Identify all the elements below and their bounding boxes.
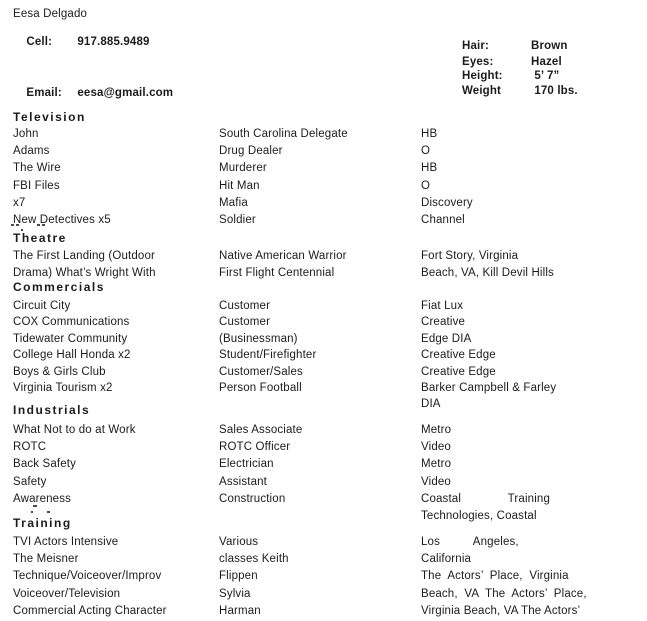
cell-phone-row: [13, 21, 150, 63]
stat-hair: [462, 39, 568, 53]
project-title: The Wire: [13, 162, 61, 175]
commercials-row-1: [0, 299, 647, 316]
role: Flippen: [219, 570, 258, 583]
stat-label: Weight: [462, 85, 502, 97]
industrials-row-4: [0, 475, 647, 492]
role: Harman: [219, 604, 261, 617]
television-row-4: [0, 179, 647, 196]
role: Murderer: [219, 162, 267, 175]
role: Customer: [219, 300, 271, 312]
role: Hit Man: [219, 179, 260, 192]
role: Sales Associate: [219, 424, 303, 436]
cell-value: 917.885.9489: [77, 36, 150, 48]
role: Customer/Sales: [219, 365, 303, 378]
television-row-1: [0, 127, 647, 144]
company-location: Fort Story, Virginia: [421, 250, 519, 262]
project-title: The Meisner: [13, 553, 79, 566]
project-title: Virginia Tourism x2: [13, 382, 113, 394]
section-heading-commercials: Commercials: [13, 280, 113, 295]
company-location: Beach, VA The Actors’ Place,: [421, 587, 587, 600]
project-title: Boys & Girls Club: [13, 365, 106, 378]
company-location: Coastal Training: [421, 492, 550, 505]
stat-value: 5’ 7”: [531, 70, 560, 82]
project-title: Voiceover/Television: [13, 587, 121, 600]
television-row-6: [0, 213, 647, 230]
email-value: eesa@gmail.com: [77, 87, 174, 99]
role: Student/Firefighter: [219, 349, 317, 362]
commercials-row-3: [0, 332, 647, 349]
television-row-3: [0, 161, 647, 178]
commercials-row-6: [0, 381, 647, 398]
theatre-row-1: [0, 249, 647, 266]
industrials-row-2: [0, 440, 647, 457]
role: Mafia: [219, 196, 248, 209]
project-title: COX Communications: [13, 316, 130, 329]
project-title: Safety: [13, 475, 47, 488]
industrials-row-6: [0, 509, 647, 522]
company-location: O: [421, 179, 431, 192]
project-title: TVI Actors Intensive: [13, 536, 119, 548]
role: First Flight Centennial: [219, 267, 335, 280]
project-title: What Not to do at Work: [13, 424, 136, 436]
company-location: Creative Edge: [421, 349, 496, 362]
stat-weight: [462, 84, 578, 98]
training-row-5: [0, 604, 647, 621]
commercials-row-4: [0, 348, 647, 365]
company-location: Beach, VA, Kill Devil Hills: [421, 267, 554, 280]
project-title: New Detectives x5: [13, 214, 111, 226]
company-location: Fiat Lux: [421, 300, 464, 312]
stat-label: Hair:: [462, 40, 489, 52]
company-location: Video: [421, 475, 451, 488]
person-name: Eesa Delgado: [13, 8, 88, 20]
section-heading-training: Training: [13, 516, 80, 531]
training-row-4: [0, 587, 647, 604]
company-location: Discovery: [421, 196, 473, 209]
role: ROTC Officer: [219, 441, 291, 454]
stat-height: [462, 69, 559, 83]
role: classes Keith: [219, 553, 289, 566]
project-title: Tidewater Community: [13, 332, 128, 345]
company-location: Los Angeles,: [421, 536, 519, 548]
company-location: DIA: [421, 398, 441, 411]
role: Various: [219, 536, 259, 548]
email-row: [13, 72, 173, 114]
project-title: Drama) What’s Wright With: [13, 267, 156, 280]
company-location: Virginia Beach, VA The Actors’: [421, 604, 581, 617]
cell-label: Cell:: [26, 36, 53, 48]
project-title: x7: [13, 196, 26, 209]
section-heading-industrials: Industrials: [13, 403, 98, 418]
industrials-row-3: [0, 457, 647, 474]
role: South Carolina Delegate: [219, 128, 348, 140]
role: Construction: [219, 492, 286, 505]
commercials-row-5: [0, 365, 647, 382]
training-row-2: [0, 552, 647, 569]
role: Electrician: [219, 458, 274, 471]
project-title: Circuit City: [13, 300, 71, 312]
section-heading-theatre: Theatre: [13, 231, 75, 246]
role: Person Football: [219, 382, 302, 394]
email-label: Email:: [26, 87, 62, 99]
company-location: O: [421, 145, 431, 158]
section-heading-television: Television: [13, 110, 94, 125]
role: Drug Dealer: [219, 145, 283, 158]
role: Assistant: [219, 475, 268, 488]
stat-label: Height:: [462, 70, 503, 82]
television-row-5: [0, 196, 647, 213]
commercials-row-2: [0, 315, 647, 332]
company-location: Video: [421, 441, 451, 454]
company-location: HB: [421, 162, 438, 175]
role: Soldier: [219, 214, 256, 226]
company-location: Barker Campbell & Farley: [421, 382, 557, 394]
theatre-row-2: [0, 266, 647, 280]
company-location: California: [421, 553, 472, 566]
role: Sylvia: [219, 587, 251, 600]
project-title: The First Landing (Outdoor: [13, 250, 155, 262]
industrials-row-1: [0, 423, 647, 440]
role: (Businessman): [219, 332, 298, 345]
project-title: Adams: [13, 145, 50, 158]
stat-label: Eyes:: [462, 56, 494, 68]
industrials-row-5: [0, 492, 647, 509]
training-row-3: [0, 569, 647, 586]
stat-eyes: [462, 55, 562, 69]
project-title: Awareness: [13, 492, 72, 505]
company-location: Technologies, Coastal: [421, 510, 537, 522]
company-location: Metro: [421, 424, 452, 436]
company-location: Creative Edge: [421, 365, 496, 378]
company-location: Metro: [421, 458, 452, 471]
project-title: Back Safety: [13, 458, 77, 471]
stat-value: 170 lbs.: [531, 85, 578, 97]
project-title: Technique/Voiceover/Improv: [13, 570, 162, 583]
role: Native American Warrior: [219, 250, 347, 262]
project-title: Commercial Acting Character: [13, 604, 167, 617]
company-location: Channel: [421, 214, 465, 226]
project-title: College Hall Honda x2: [13, 349, 131, 362]
project-title: ROTC: [13, 441, 47, 454]
company-location: HB: [421, 128, 438, 140]
television-row-2: [0, 144, 647, 161]
stat-value: Hazel: [531, 56, 562, 68]
company-location: Creative: [421, 316, 466, 329]
role: Customer: [219, 316, 271, 329]
project-title: John: [13, 128, 39, 140]
company-location: Edge DIA: [421, 332, 472, 345]
project-title: FBI Files: [13, 179, 60, 192]
company-location: The Actors’ Place, Virginia: [421, 570, 569, 583]
training-row-1: [0, 535, 647, 552]
stat-value: Brown: [531, 40, 568, 52]
